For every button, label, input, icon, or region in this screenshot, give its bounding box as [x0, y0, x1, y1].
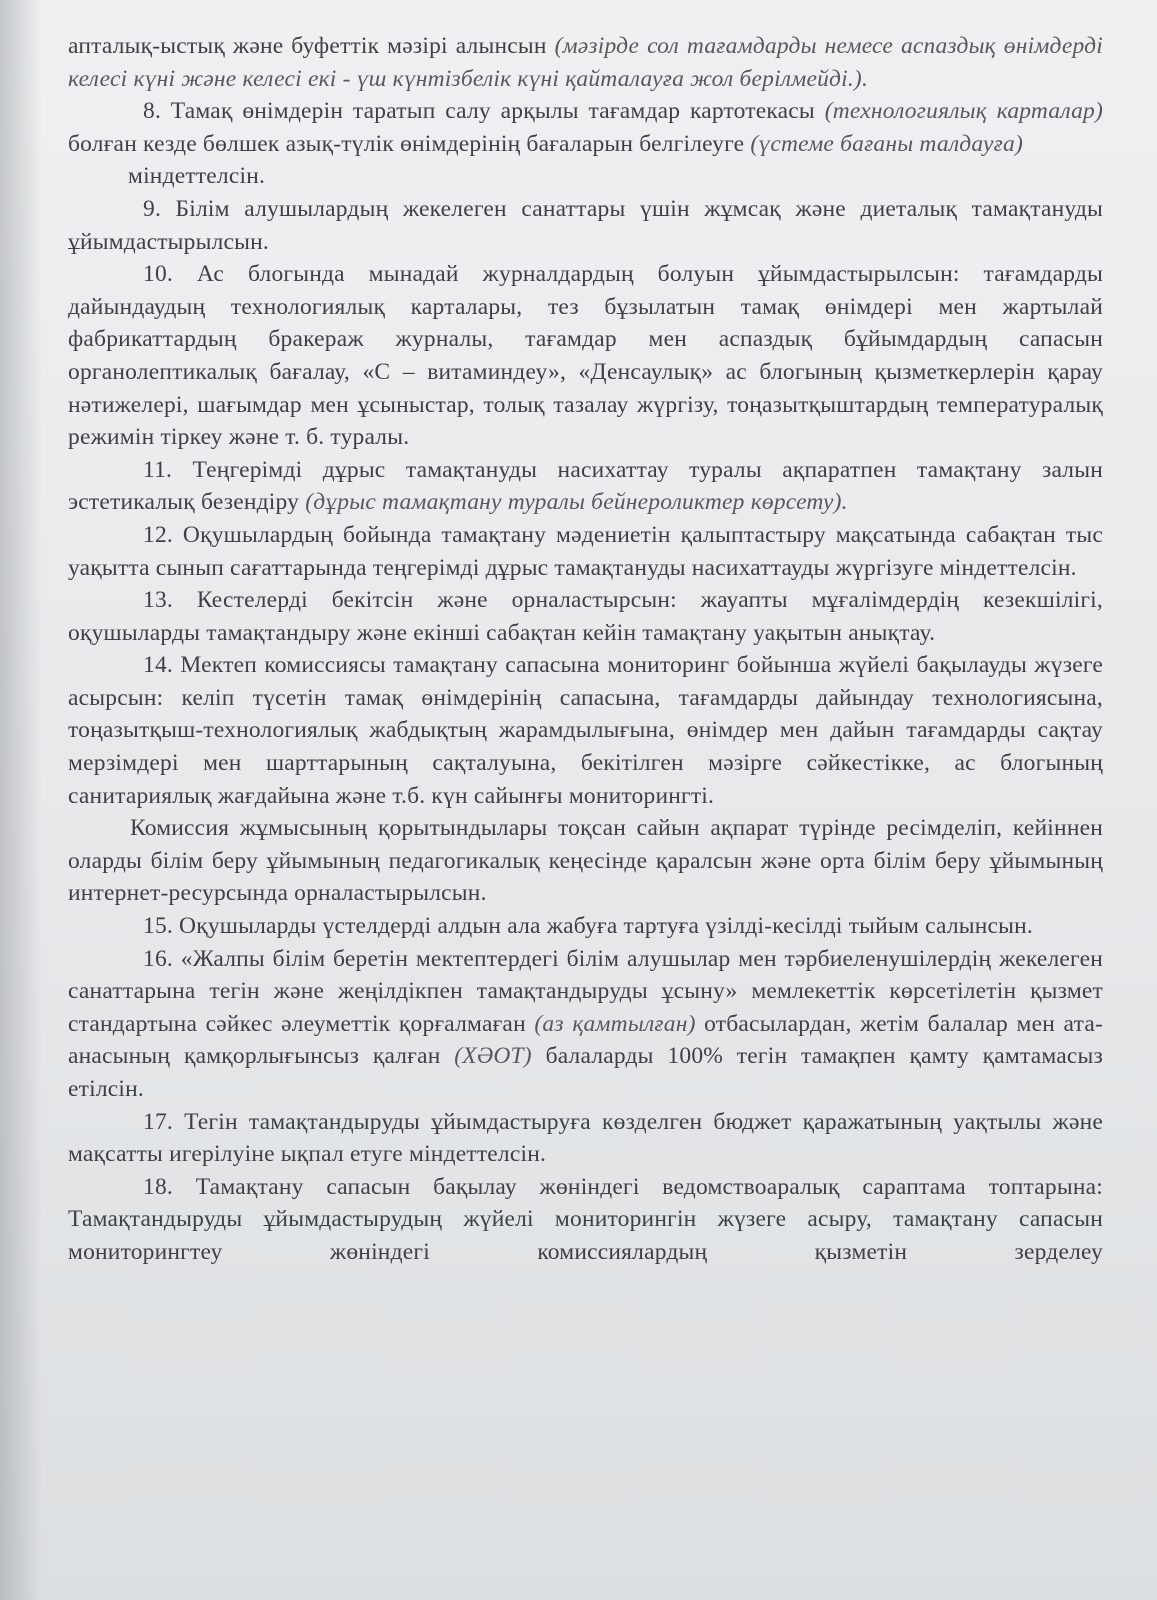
italic-note: (дұрыс тамақтану туралы бейнероликтер көрсету).	[305, 489, 848, 516]
italic-note: (технологиялық карталар)	[824, 98, 1103, 125]
paragraph-10: 10. Ас блогында мынадай журналдардың болуын ұйымдастырылсын: тағамдарды дайындаудың технологиялық карталары, тез бұзылатын тамақ өнімдері мен жартылай фабрикаттардың бракераж журналы, тағамдар мен аспаздық бұйымдардың сапасын органолептикалық бағалау, «С – витаминдеу», «Денсаулық» ас блогының қызметкерлерін қарау нәтижелері, шағымдар мен ұсыныстар, толық тазалау жүргізу, тоңазытқыштардың температуралық режимін тіркеу және т. б. туралы.	[68, 261, 1103, 451]
paragraph-12: 12. Оқушылардың бойында тамақтану мәдениетін қалыптастыру мақсатында сабақтан тыс уақытта сынып сағаттарында теңгерімді дұрыс тамақтануды насихаттауды жүргізуге міндеттелсін.	[68, 521, 1103, 581]
paragraph-16	[68, 943, 1103, 1106]
paragraph-15: 15. Оқушыларды үстелдерді алдын ала жабуға тартуға үзілді-кесілді тыйым салынсын.	[143, 913, 1034, 940]
paragraph-14: 14. Мектеп комиссиясы тамақтану сапасына мониторинг бойынша жүйелі бақылауды жүзеге асырсын: келіп түсетін тамақ өнімдерінің сапасына, тағамдарды дайындау технологиясына, тоңазытқыш-технологиялық жабдықтың жарамдылығына, өнімдер мен дайын тағамдарды сақтау мерзімдері мен шарттарының сақталуына, бекітілген мәзірге сәйкестікке, ас блогының санитариялық жағдайына және т.б. күн сайынғы мониторингті.	[68, 652, 1103, 809]
paragraph-13: 13. Кестелерді бекітсін және орналастырсын: жауапты мұғалімдердің кезекшілігі, оқушыларды тамақтандыру және екінші сабақтан кейін тамақтану уақытын анықтау.	[68, 587, 1103, 646]
document-body	[68, 30, 1103, 1269]
paragraph-8	[68, 95, 1103, 160]
italic-note: (үстеме бағаны талдауға)	[750, 130, 1023, 157]
paragraph-menu	[68, 30, 1103, 95]
text: отбасылардан, жетім балалар мен ата-анасының қамқорлығынсыз қалған	[68, 1010, 1103, 1070]
text: болған кезде бөлшек азық-түлік өнімдерінің бағаларын белгілеуге	[68, 130, 751, 157]
paragraph-14-commission: Комиссия жұмысының қорытындылары тоқсан сайын ақпарат түрінде ресімделіп, кейіннен оларды білім беру ұйымының педагогикалық кеңесінде қаралсын және орта білім беру ұйымының интернет-ресурсында орналастырылсын.	[68, 815, 1103, 907]
italic-note: (ХӘОТ)	[454, 1043, 532, 1070]
paragraph-17: 17. Тегін тамақтандыруды ұйымдастыруға көзделген бюджет қаражатының уақтылы және мақсатты игерілуіне ықпал етуге міндеттелсін.	[68, 1108, 1103, 1168]
page-shadow	[0, 0, 42, 1600]
text: апталық-ыстық және буфеттік мәзірі алынсын	[68, 33, 555, 59]
paragraph-9: 9. Білім алушылардың жекелеген санаттары үшін жұмсақ және диеталық тамақтануды ұйымдастырылсын.	[68, 195, 1103, 255]
paragraph-18: 18. Тамақтану сапасын бақылау жөніндегі ведомствоаралық сараптама топтарына: Тамақтандыруды ұйымдастырудың жүйелі мониторингін жүзеге асыру, тамақтану сапасын мониторингтеу жөніндегі комиссиялардың қызметін зерделеу	[68, 1173, 1103, 1265]
paragraph-11	[68, 454, 1103, 519]
paragraph-8-end: міндеттелсін.	[128, 163, 266, 190]
text: 11. Теңгерімді дұрыс тамақтануды насихаттау туралы ақпаратпен тамақтану залын эстетикалық безендіру	[68, 456, 1103, 516]
italic-note: (мәзірде сол тағамдарды немесе аспаздық өнімдерді келесі күні және келесі екі - үш күнтізбелік күні қайталауға жол берілмейді.).	[68, 33, 1104, 92]
text: 8. Тамақ өнімдерін таратып салу арқылы тағамдар картотекасы	[143, 98, 825, 125]
text: балаларды 100% тегін тамақпен қамту қамтамасыз етілсін.	[68, 1043, 1103, 1102]
text: 16. «Жалпы білім беретін мектептердегі білім алушылар мен тәрбиеленушілердің жекелеген санаттарына тегін және жеңілдікпен тамақтандыруды ұсыну» мемлекеттік көрсетілетін қызмет стандартына сәйкес әлеуметтік қорғалмаған	[68, 945, 1103, 1037]
italic-note: (аз қамтылған)	[534, 1010, 696, 1037]
